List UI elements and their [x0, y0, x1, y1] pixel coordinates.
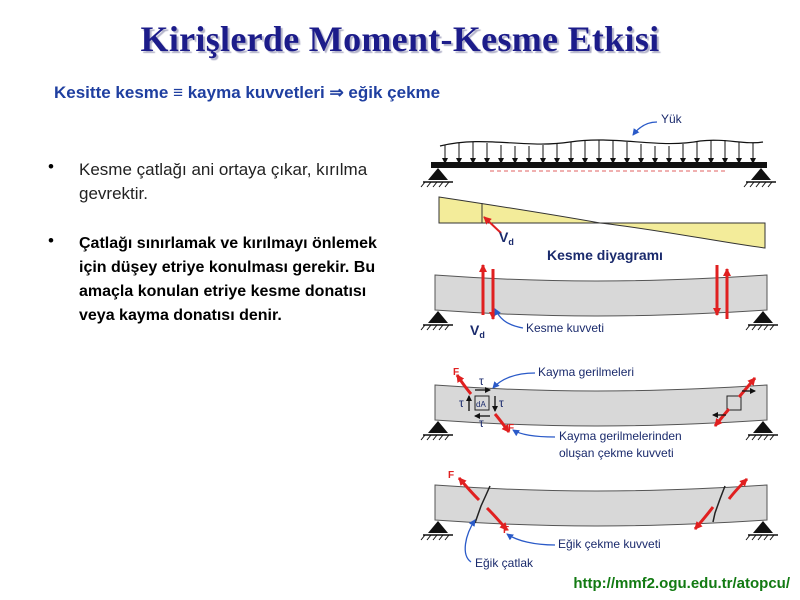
- right-support-icon: [746, 421, 778, 440]
- f-label: F: [453, 367, 460, 378]
- diagonal-crack-callout-arrow: [465, 520, 475, 562]
- diagonal-tension-callout-arrow: [507, 534, 555, 545]
- diagonal-crack-label: Eğik çatlak: [475, 556, 534, 570]
- right-support-icon: [744, 168, 776, 187]
- loaded-beam-panel: [421, 112, 776, 187]
- beam-shear-figure: [395, 105, 795, 575]
- left-support-icon: [421, 421, 453, 440]
- tension-callout-arrow: [513, 430, 555, 437]
- tension-from-shear-label: oluşan çekme kuvveti: [559, 446, 674, 460]
- bullet-marker: •: [48, 157, 54, 176]
- da-label: dA: [476, 400, 486, 409]
- bullet-marker: •: [48, 231, 54, 250]
- bullet-item: [48, 158, 378, 206]
- tension-from-shear-label: Kayma gerilmelerinden: [559, 429, 682, 443]
- shear-diagram-panel: [439, 197, 765, 263]
- tau-symbol: τ: [479, 374, 484, 388]
- slide-subtitle: Kesitte kesme ≡ kayma kuvvetleri ⇒ eğik çekme: [54, 83, 441, 102]
- bullet-list: [48, 158, 378, 354]
- right-support-icon: [746, 311, 778, 330]
- shear-diagram-area: [439, 197, 765, 248]
- bullet-text: Çatlağı sınırlamak ve kırılmayı önlemek için düşey etriye konulması gerekir. Bu amaçla konulan etriye kesme donatısı veya kayma donatısı denir.: [79, 235, 377, 324]
- f-label: F: [503, 525, 510, 536]
- stress-element-right: [727, 396, 741, 410]
- slide-title: Kirişlerde Moment-Kesme Etkisi: [140, 19, 660, 59]
- bullet-text: Kesme çatlağı ani ortaya çıkar, kırılma gevrektir.: [79, 160, 368, 203]
- shear-stress-label: Kayma gerilmeleri: [538, 365, 635, 379]
- diagonal-tension-label: Eğik çekme kuvveti: [558, 537, 661, 551]
- shear-diagram-label: Kesme diyagramı: [547, 247, 663, 263]
- tau-symbol: τ: [499, 396, 504, 410]
- vd-label: $V_d$: [470, 322, 485, 340]
- bullet-item: [48, 232, 378, 328]
- tau-symbol: τ: [459, 396, 464, 410]
- load-callout-arrow: [633, 122, 657, 135]
- right-support-icon: [746, 521, 778, 540]
- footer-url-link[interactable]: http://mmf2.ogu.edu.tr/atopcu/: [573, 575, 790, 592]
- left-support-icon: [421, 311, 453, 330]
- f-label: F: [448, 470, 455, 481]
- diagonal-crack-panel: [421, 470, 778, 570]
- vd-label: $V_d$: [499, 229, 514, 247]
- shear-stress-callout-arrow: [493, 373, 535, 388]
- distributed-load-curve: [440, 140, 763, 146]
- shear-force-panel: [421, 265, 778, 340]
- beam-line: [431, 162, 767, 168]
- shear-force-label: Kesme kuvveti: [526, 321, 605, 335]
- left-support-icon: [421, 168, 453, 187]
- load-label: Yük: [661, 112, 682, 126]
- tau-symbol: τ: [479, 416, 484, 430]
- left-support-icon: [421, 521, 453, 540]
- shear-stress-panel: [421, 365, 778, 460]
- f-label: F: [508, 423, 515, 434]
